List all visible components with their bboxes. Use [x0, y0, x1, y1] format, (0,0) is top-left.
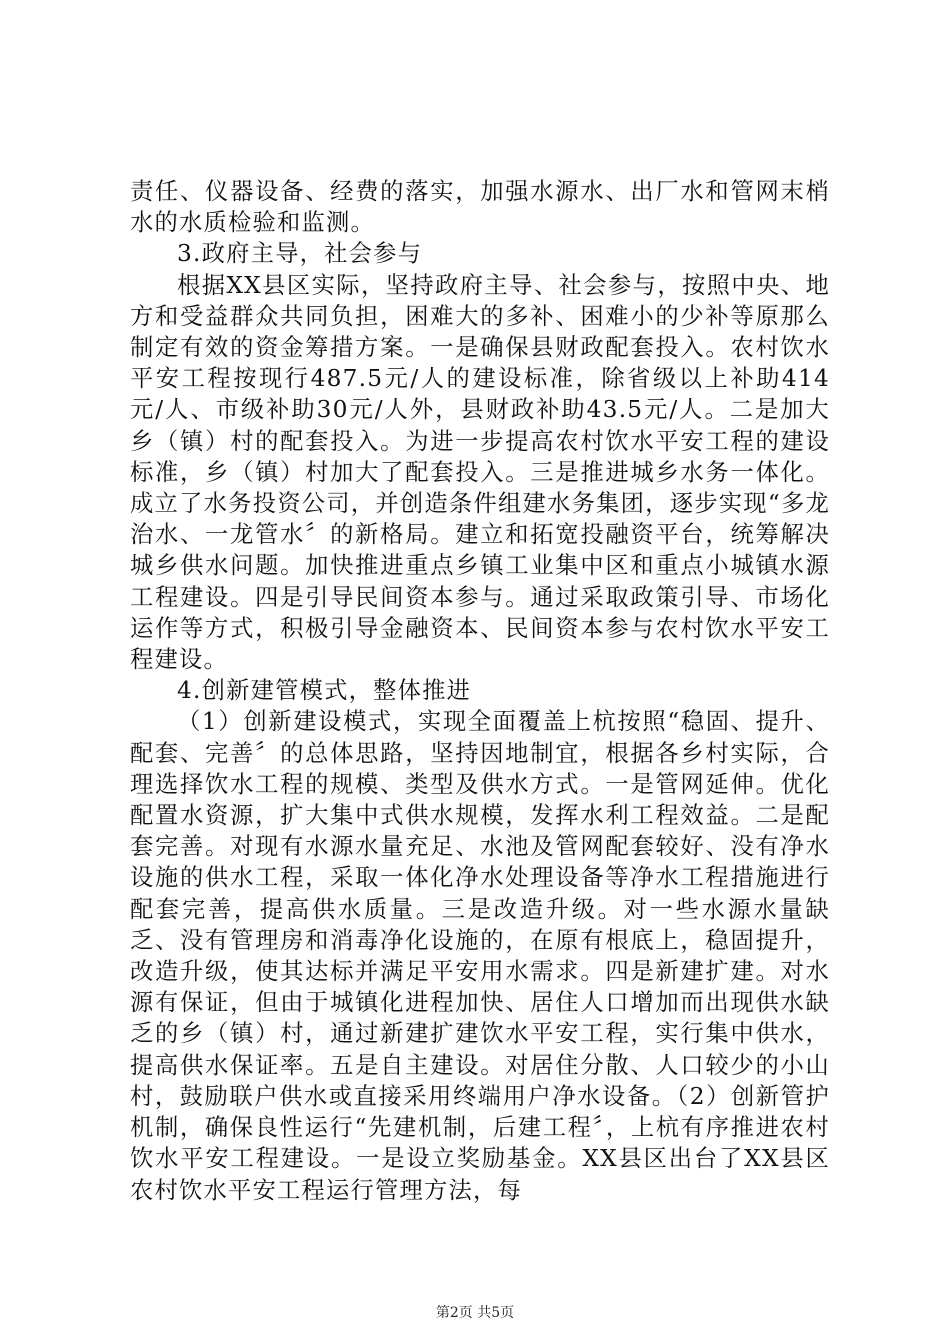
paragraph-construction-model: （1）创新建设模式，实现全面覆盖上杭按照“稳固、提升、配套、完善〞的总体思路，坚持因地制宜，根据各乡村实际，合理选择饮水工程的规模、类型及供水方式。一是管网延伸。优化配置水资源，扩大集中式供水规模，发挥水利工程效益。二是配套完善。对现有水源水量充足、水池及管网配套较好、没有净水设施的供水工程，采取一体化净水处理设备等净水工程措施进行配套完善，提高供水质量。三是改造升级。对一些水源水量缺乏、没有管理房和消毒净化设施的，在原有根底上，稳固提升，改造升级，使其达标并满足平安用水需求。四是新建扩建。对水源有保证，但由于城镇化进程加快、居住人口增加而出现供水缺乏的乡（镇）村，通过新建扩建饮水平安工程，实行集中供水，提高供水保证率。五是自主建设。对居住分散、人口较少的小山村，鼓励联户供水或直接采用终端用户净水设备。（2）创新管护机制，确保良性运行“先建机制，后建工程〞，上杭有序推进农村饮水平安工程建设。一是设立奖励基金。XX县区出台了XX县区农村饮水平安工程运行管理方法，每 [130, 708, 830, 1204]
section-heading-3: 3.政府主导，社会参与 [177, 240, 423, 268]
paragraph-funding: 根据XX县区实际，坚持政府主导、社会参与，按照中央、地方和受益群众共同负担，困难大的多补、困难小的少补等原那么制定有效的资金筹措方案。一是确保县财政配套投入。农村饮水平安工程按现行487.5元/人的建设标准，除省级以上补助414元/人、市级补助30元/人外，县财政补助43.5元/人。二是加大乡（镇）村的配套投入。为进一步提高农村饮水平安工程的建设标准，乡（镇）村加大了配套投入。三是推进城乡水务一体化。成立了水务投资公司，并创造条件组建水务集团，逐步实现“多龙治水、一龙管水〞的新格局。建立和拓宽投融资平台，统筹解决城乡供水问题。加快推进重点乡镇工业集中区和重点小城镇水源工程建设。四是引导民间资本参与。通过采取政策引导、市场化运作等方式，积极引导金融资本、民间资本参与农村饮水平安工程建设。 [130, 271, 830, 674]
page-footer [0, 1302, 950, 1322]
page-number-label: 第2页 共5页 [435, 1305, 515, 1321]
section-heading-4: 4.创新建管模式，整体推进 [177, 677, 472, 705]
document-body [130, 176, 830, 1206]
paragraph-continuation: 责任、仪器设备、经费的落实，加强水源水、出厂水和管网末梢水的水质检验和监测。 [130, 178, 830, 237]
